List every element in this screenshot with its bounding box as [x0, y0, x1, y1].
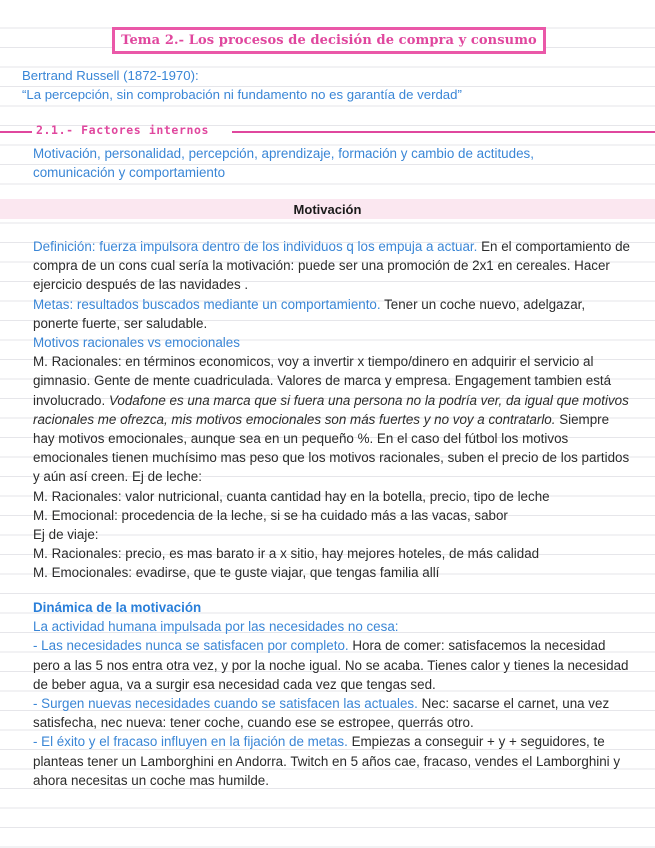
section-divider-left [0, 131, 32, 133]
dinamica-body [33, 598, 633, 790]
page-title: Tema 2.- Los procesos de decisión de compra y consumo [121, 33, 537, 48]
viaje-emocionales: M. Emocionales: evadirse, que te guste viajar, que tengas familia allí [33, 565, 440, 581]
metas-text: Tener un coche nuevo, adelgazar, ponerte fuerte, ser saludable. [33, 296, 586, 331]
item2-text: Nec: sacarse el carnet, una vez satisfecha, nec nueva: tener coche, cuando ese se estropee, querrás otro. [33, 696, 610, 731]
racionales-text-1: M. Racionales: en términos economicos, voy a invertir x tiempo/dinero en adquirir el servicio al gimnasio. Gente de mente cuadriculada. Valores de marca y empresa. Engagement tambien está involucrado. [33, 354, 612, 408]
item1-text: Hora de comer: satisfacemos la necesidad pero a las 5 nos entra otra vez, y por la noche igual. No se acaba. Tienes calor y tienes la necesidad de beber agua, va a surgir esa necesidad cada vez que tengas sed. [33, 638, 629, 692]
dinamica-item-3 [33, 732, 633, 790]
quote-block [22, 66, 462, 104]
paragraph-metas [33, 295, 633, 333]
motivos-label: Motivos racionales vs emocionales [33, 335, 240, 351]
item1-label: - Las necesidades nunca se satisfacen por completo. [33, 638, 349, 654]
racionales-text-2: Siempre hay motivos emocionales, aunque sea en un pequeño %. En el caso del fútbol los motivos emocionales tienen muchísimo mas peso que los motivos racionales, suben el precio de los partidos y aún así creen. Ej de leche: [33, 411, 630, 485]
paragraph-racionales [33, 352, 633, 486]
definicion-text: En el comportamiento de compra de un cons cual sería la motivación: puede ser una promoción de 2x1 en cereales. Hacer ejercicio después de las navidades . [33, 239, 630, 293]
viaje-racionales: M. Racionales: precio, es mas barato ir a x sitio, hay mejores hoteles, de más calidad [33, 546, 540, 562]
section-divider-right [232, 131, 655, 133]
section-header [0, 122, 655, 140]
subsection-band [0, 199, 655, 219]
viaje-label: Ej de viaje: [33, 527, 99, 543]
item3-text: Empiezas a conseguir + y + seguidores, te planteas tener un Lamborghini en Andorra. Twitch en 5 años cae, fracaso, vendes el Lamborghini y ahora necesitas un coche mas humilde. [33, 734, 621, 788]
quote-text: “La percepción, sin comprobación ni fundamento no es garantía de verdad” [22, 87, 462, 102]
dinamica-heading: Dinámica de la motivación [33, 600, 202, 615]
title-box [112, 27, 546, 54]
paragraph-definicion [33, 237, 633, 295]
subsection-title: Motivación [293, 201, 362, 217]
leche-emocional: M. Emocional: procedencia de la leche, si se ha cuidado más a las vacas, sabor [33, 507, 508, 523]
item2-label: - Surgen nuevas necesidades cuando se satisfacen las actuales. [33, 696, 418, 712]
dinamica-item-1 [33, 636, 633, 694]
metas-label: Metas: resultados buscados mediante un comportamiento. [33, 296, 381, 312]
leche-racionales: M. Racionales: valor nutricional, cuanta cantidad hay en la botella, precio, tipo de leche [33, 488, 550, 504]
vodafone-example: Vodafone es una marca que si fuera una persona no la podría ver, da igual que motivos racionales me ofrezca, mis motivos emocionales son más fuertes y no voy a contratarlo. [33, 392, 629, 427]
item3-label: - El éxito y el fracaso influyen en la fijación de metas. [33, 734, 348, 750]
section-intro: Motivación, personalidad, percepción, aprendizaje, formación y cambio de actitudes, comunicación y comportamiento [33, 146, 534, 180]
motivacion-body [33, 237, 633, 583]
quote-author: Bertrand Russell (1872-1970): [22, 68, 199, 83]
dinamica-subheading: La actividad humana impulsada por las necesidades no cesa: [33, 619, 399, 635]
section-title: 2.1.- Factores internos [36, 123, 210, 137]
dinamica-item-2 [33, 694, 633, 732]
definicion-label: Definición: fuerza impulsora dentro de los individuos q los empuja a actuar. [33, 239, 478, 254]
